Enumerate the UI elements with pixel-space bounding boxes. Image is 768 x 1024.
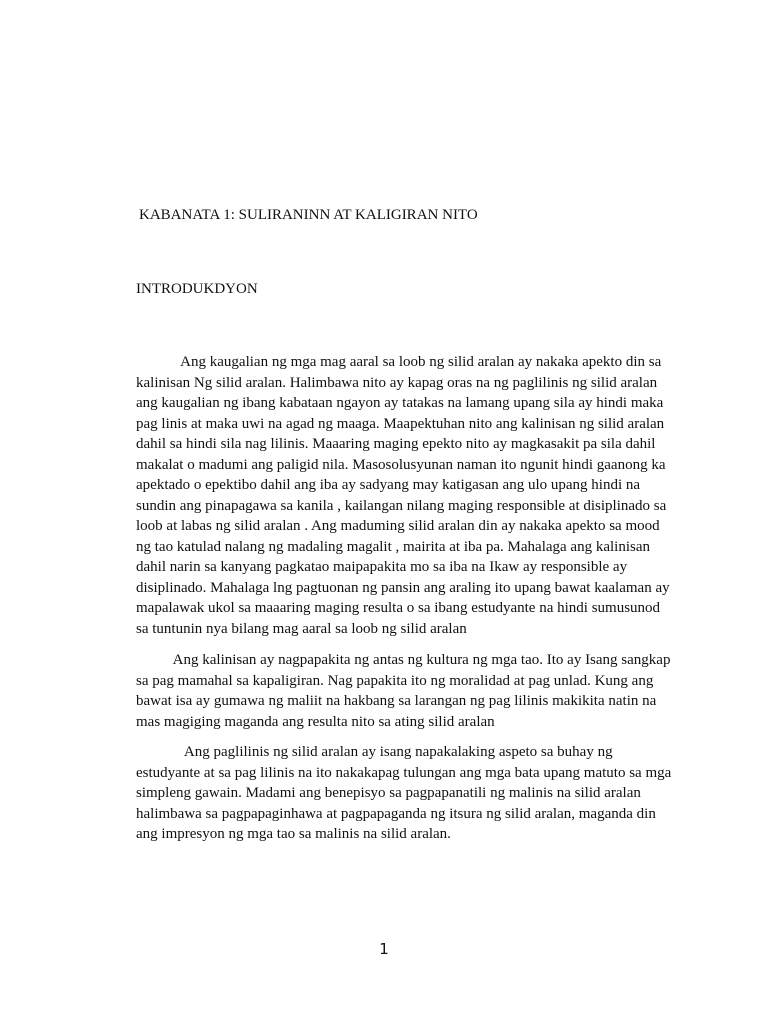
body-paragraph-2	[136, 650, 676, 732]
paragraph-line: Ang paglilinis ng silid aralan ay isang napakalaking aspeto sa buhay ng	[136, 744, 613, 760]
paragraph-line: mapalawak ukol sa maaaring maging resulta o sa ibang estudyante na hindi sumusunod	[136, 600, 661, 616]
paragraph-line: Ang kaugalian ng mga mag aaral sa loob ng silid aralan ay nakaka apekto din sa	[136, 354, 662, 370]
paragraph-line: disiplinado. Mahalaga lng pagtuonan ng pansin ang araling ito upang bawat kaalaman ay	[136, 579, 670, 596]
paragraph-line: ang kaugalian ng ibang kabataan ngayon ay tatakas na lamang upang sila ay hindi maka	[136, 395, 664, 411]
body-paragraph-3	[136, 742, 676, 845]
paragraph-line: dahil narin sa kanyang pagkatao maipapakita mo sa iba na Ikaw ay responsible ay	[136, 559, 628, 575]
paragraph-line: loob at labas ng silid aralan . Ang maduming silid aralan din ay nakaka apekto sa mood	[136, 518, 660, 534]
paragraph-line: pag linis at maka uwi na agad ng maaga. Maapektuhan nito ang kalinisan ng silid aralan	[136, 415, 665, 432]
paragraph-line: dahil sa hindi sila nag lilinis. Maaaring maging epekto nito ay magkasakit pa sila dahil	[136, 436, 656, 452]
paragraph-line: apektado o epektibo dahil ang iba ay sadyang may katigasan ang ulo upang hindi na	[136, 477, 641, 493]
paragraph-line: simpleng gawain. Madami ang benepisyo sa pagpapanatili ng malinis na silid aralan	[136, 785, 641, 801]
page-number: 1	[379, 940, 389, 958]
paragraph-line: Ang kalinisan ay nagpapakita ng antas ng kultura ng mga tao. Ito ay Isang sangkap	[136, 652, 671, 668]
paragraph-line: sa pag mamahal sa kapaligiran. Nag papakita ito ng moralidad at pag unlad. Kung ang	[136, 672, 654, 689]
paragraph-line: sa tuntunin nya bilang mag aaral sa loob ng silid aralan	[136, 620, 467, 637]
chapter-title: KABANATA 1: SULIRANINN AT KALIGIRAN NITO	[139, 207, 478, 223]
section-heading: INTRODUKDYON	[136, 281, 258, 297]
paragraph-line: sundin ang pinapagawa sa kanila , kailangan nilang maging responsible at disiplinado sa	[136, 497, 667, 514]
paragraph-line: bawat isa ay gumawa ng maliit na hakbang sa larangan ng pag lilinis makikita natin na	[136, 693, 657, 709]
paragraph-line: halimbawa sa pagpapaginhawa at pagpapaganda ng itsura ng silid aralan, maganda din	[136, 805, 656, 822]
paragraph-line: ang impresyon ng mga tao sa malinis na silid aralan.	[136, 826, 451, 842]
body-paragraph-1	[136, 352, 676, 639]
paragraph-line: kalinisan Ng silid aralan. Halimbawa nito ay kapag oras na ng paglilinis ng silid aralan	[136, 374, 658, 391]
paragraph-line: makalat o madumi ang paligid nila. Masosolusyunan naman ito ngunit hindi gaanong ka	[136, 456, 666, 473]
paragraph-line: estudyante at sa pag lilinis na ito nakakapag tulungan ang mga bata upang matuto sa mga	[136, 764, 672, 781]
paragraph-line: ng tao katulad nalang ng madaling magalit , mairita at iba pa. Mahalaga ang kalinisan	[136, 538, 650, 555]
paragraph-line: mas magiging maganda ang resulta nito sa ating silid aralan	[136, 713, 495, 730]
